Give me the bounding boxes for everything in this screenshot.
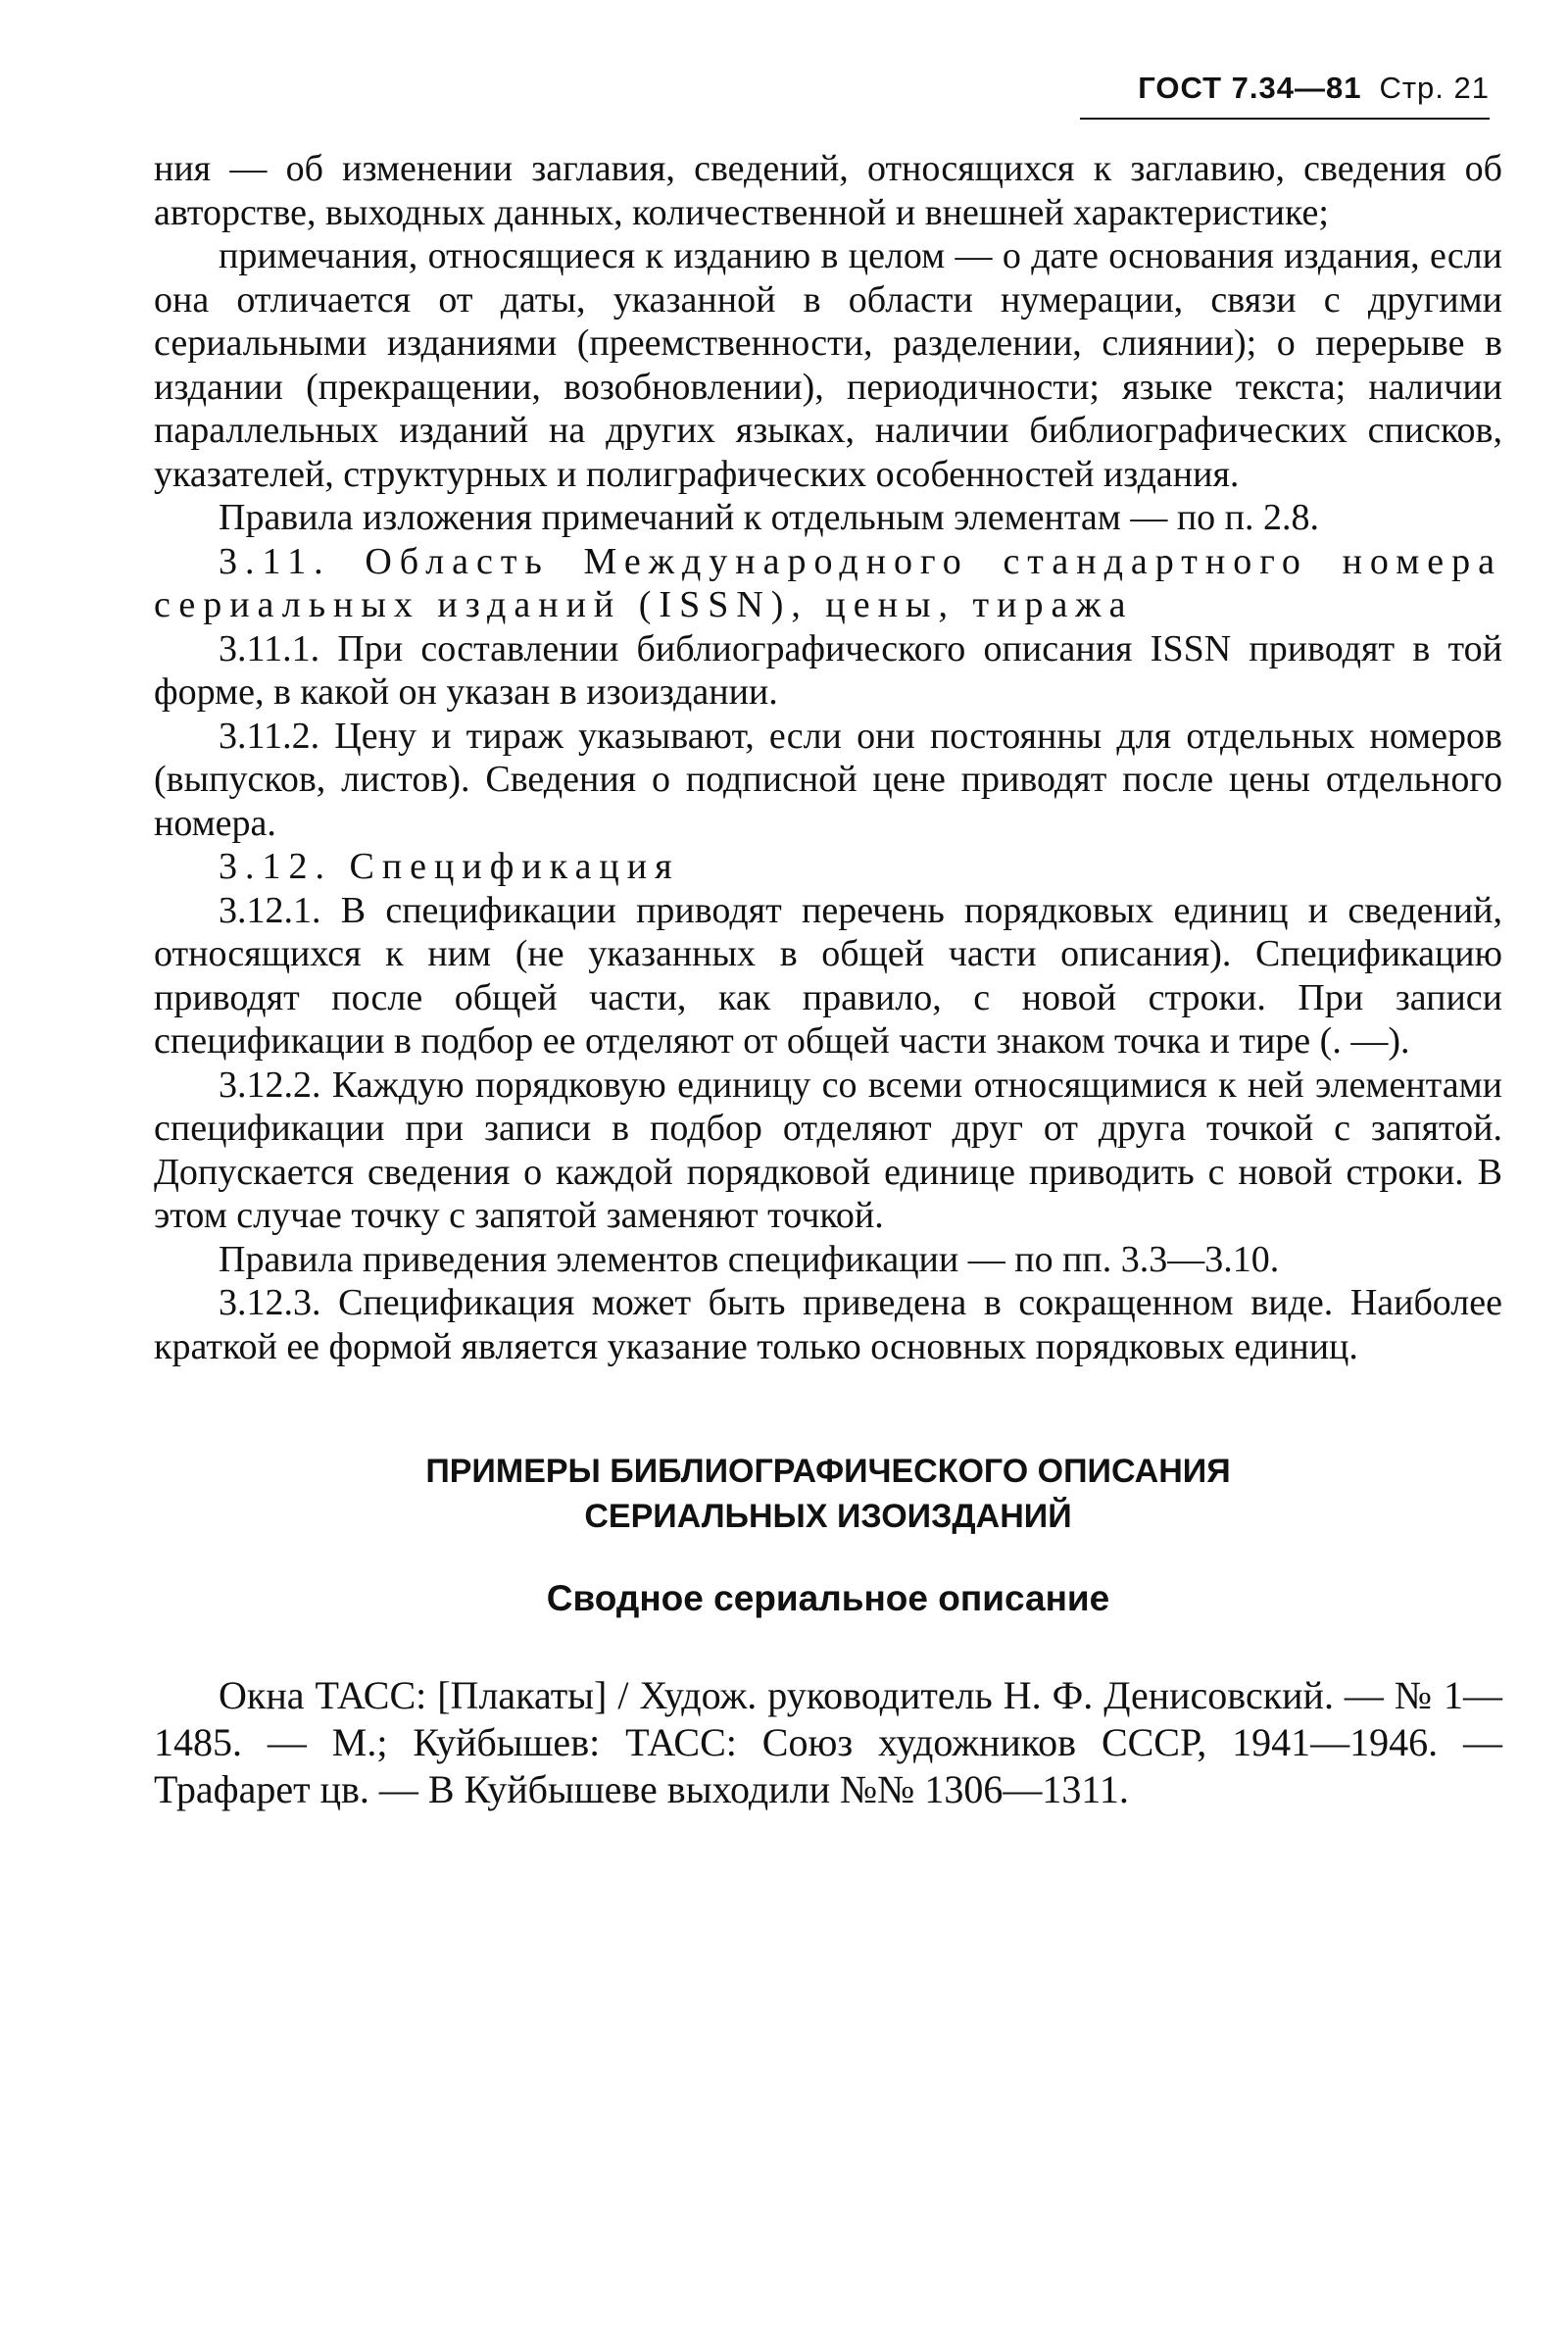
section-title [154,1449,1502,1539]
header-rule [1080,118,1490,120]
page-number: Стр. 21 [1379,71,1490,105]
example-entry: Окна ТАСС: [Плакаты] / Худож. руководитель Н. Ф. Денисовский. — № 1—1485. — М.; Куйбышев: ТАСС: Союз художников СССР, 1941—1946. — Трафарет цв. — В Куйбышеве выходили №№ 1306—1311. [154,1673,1502,1811]
clause-3-11-1: 3.11.1. При составлении библиографического описания ISSN приводят в той форме, в какой он указан в изоиздании. [154,627,1502,713]
clause-3-11-heading: 3.11. Область Международного стандартного номера сериальных изданий (ISSN), цены, тиража [154,540,1502,625]
clause-3-12-heading: 3.12. Спецификация [219,846,680,887]
section-subtitle: Сводное сериальное описание [546,1578,1110,1618]
page-header [1138,71,1490,106]
clause-3-12-2: 3.12.2. Каждую порядковую единицу со всеми относящимися к ней элементами спецификации при записи в подбор отделяют друг от друга точкой с запятой. Допускается сведения о каждой порядковой единице приводить с новой строки. В этом случае точку с запятой заменяют точкой. [154,1064,1502,1236]
standard-number: ГОСТ 7.34—81 [1138,71,1362,105]
clause-3-12-3: 3.12.3. Спецификация может быть приведена в сокращенном виде. Наиболее краткой ее формой является указание только основных порядковых единиц. [154,1282,1502,1367]
paragraph-continuation: ния — об изменении заглавия, сведений, относящихся к заглавию, сведения об авторстве, выходных данных, количественной и внешней характеристике; [154,148,1502,233]
paragraph-notes-rules: Правила изложения примечаний к отдельным элементам — по п. 2.8. [219,497,1320,538]
specification-rules: Правила приведения элементов спецификации — по пп. 3.3—3.10. [219,1238,1280,1280]
paragraph-notes: примечания, относящиеся к изданию в целом — о дате основания издания, если она отличается от даты, указанной в области нумерации, связи с другими сериальными изданиями (преемственности, разделении, слиянии); о перерыве в издании (прекращении, возобновлении), периодичности; языке текста; наличии параллельных изданий на других языках, наличии библиографических списков, указателей, структурных и полиграфических особенностей издания. [154,235,1502,495]
section-title-line1: ПРИМЕРЫ БИБЛИОГРАФИЧЕСКОГО ОПИСАНИЯ [425,1453,1231,1490]
clause-3-11-2: 3.11.2. Цену и тираж указывают, если они постоянны для отдельных номеров (выпусков, листов). Сведения о подписной цене приводят после цены отдельного номера. [154,715,1502,844]
clause-3-12-1: 3.12.1. В спецификации приводят перечень порядковых единиц и сведений, относящихся к ним (не указанных в общей части описания). Спецификацию приводят после общей части, как правило, с новой строки. При записи спецификации в подбор ее отделяют от общей части знаком точка и тире (. —). [154,889,1502,1062]
section-title-line2: СЕРИАЛЬНЫХ ИЗОИЗДАНИЙ [584,1498,1072,1535]
document-body [154,147,1502,1813]
